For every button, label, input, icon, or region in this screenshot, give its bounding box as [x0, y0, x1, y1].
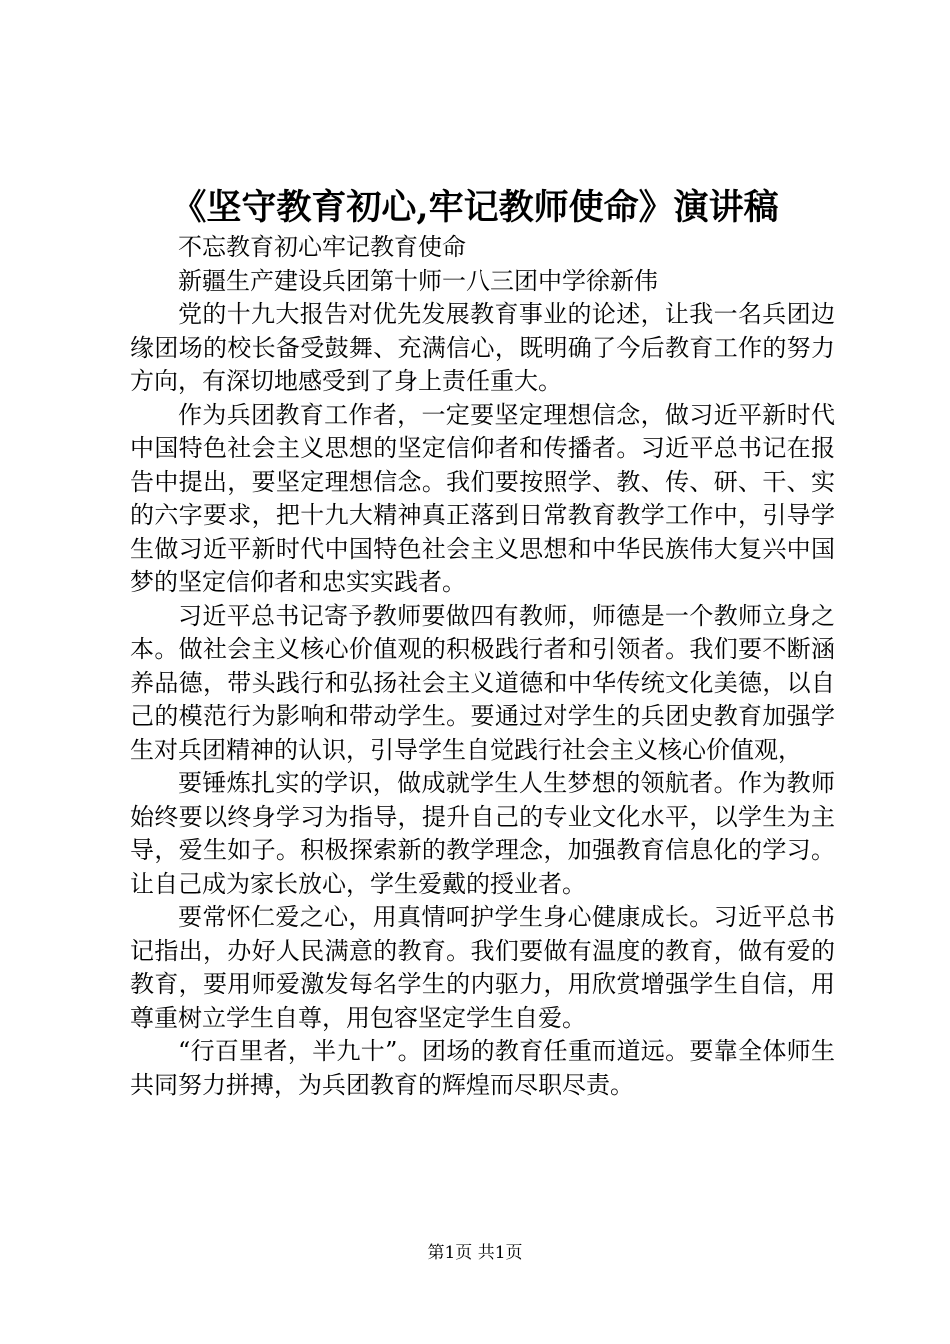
- document-body: [130, 231, 835, 1102]
- subtitle-line: 不忘教育初心牢记教育使命: [178, 233, 466, 261]
- paragraph-1: 党的十九大报告对优先发展教育事业的论述，让我一名兵团边缘团场的校长备受鼓舞、充满信心，既明确了今后教育工作的努力方向，有深切地感受到了身上责任重大。: [130, 300, 835, 395]
- author-line: 新疆生产建设兵团第十师一八三团中学徐新伟: [178, 266, 658, 295]
- paragraph-2: 作为兵团教育工作者，一定要坚定理想信念，做习近平新时代中国特色社会主义思想的坚定信仰者和传播者。习近平总书记在报告中提出，要坚定理想信念。我们要按照学、教、传、研、干、实的六字要求，把十九大精神真正落到日常教育教学工作中，引导学生做习近平新时代中国特色社会主义思想和中华民族伟大复兴中国梦的坚定信仰者和忠实实践者。: [130, 400, 835, 596]
- document-title: 《坚守教育初心,牢记教师使命》演讲稿: [171, 187, 779, 228]
- paragraph-4: 要锤炼扎实的学识，做成就学生人生梦想的领航者。作为教师始终要以终身学习为指导，提升自己的专业文化水平，以学生为主导，爱生如子。积极探索新的教学理念，加强教育信息化的学习。让自己成为家长放心，学生爱戴的授业者。: [130, 769, 835, 898]
- paragraph-5: 要常怀仁爱之心，用真情呵护学生身心健康成长。习近平总书记指出，办好人民满意的教育。我们要做有温度的教育，做有爱的教育，要用师爱激发每名学生的内驱力，用欣赏增强学生自信，用尊重树立学生自尊，用包容坚定学生自爱。: [130, 903, 835, 1032]
- page-footer: 第1页 共1页: [427, 1243, 523, 1263]
- paragraph-3: 习近平总书记寄予教师要做四有教师，师德是一个教师立身之本。做社会主义核心价值观的积极践行者和引领者。我们要不断涵养品德，带头践行和弘扬社会主义道德和中华传统文化美德，以自己的模范行为影响和带动学生。要通过对学生的兵团史教育加强学生对兵团精神的认识，引导学生自觉践行社会主义核心价值观，: [130, 601, 835, 764]
- paragraph-6: “行百里者，半九十”。团场的教育任重而道远。要靠全体师生共同努力拼搏，为兵团教育的辉煌而尽职尽责。: [130, 1037, 835, 1099]
